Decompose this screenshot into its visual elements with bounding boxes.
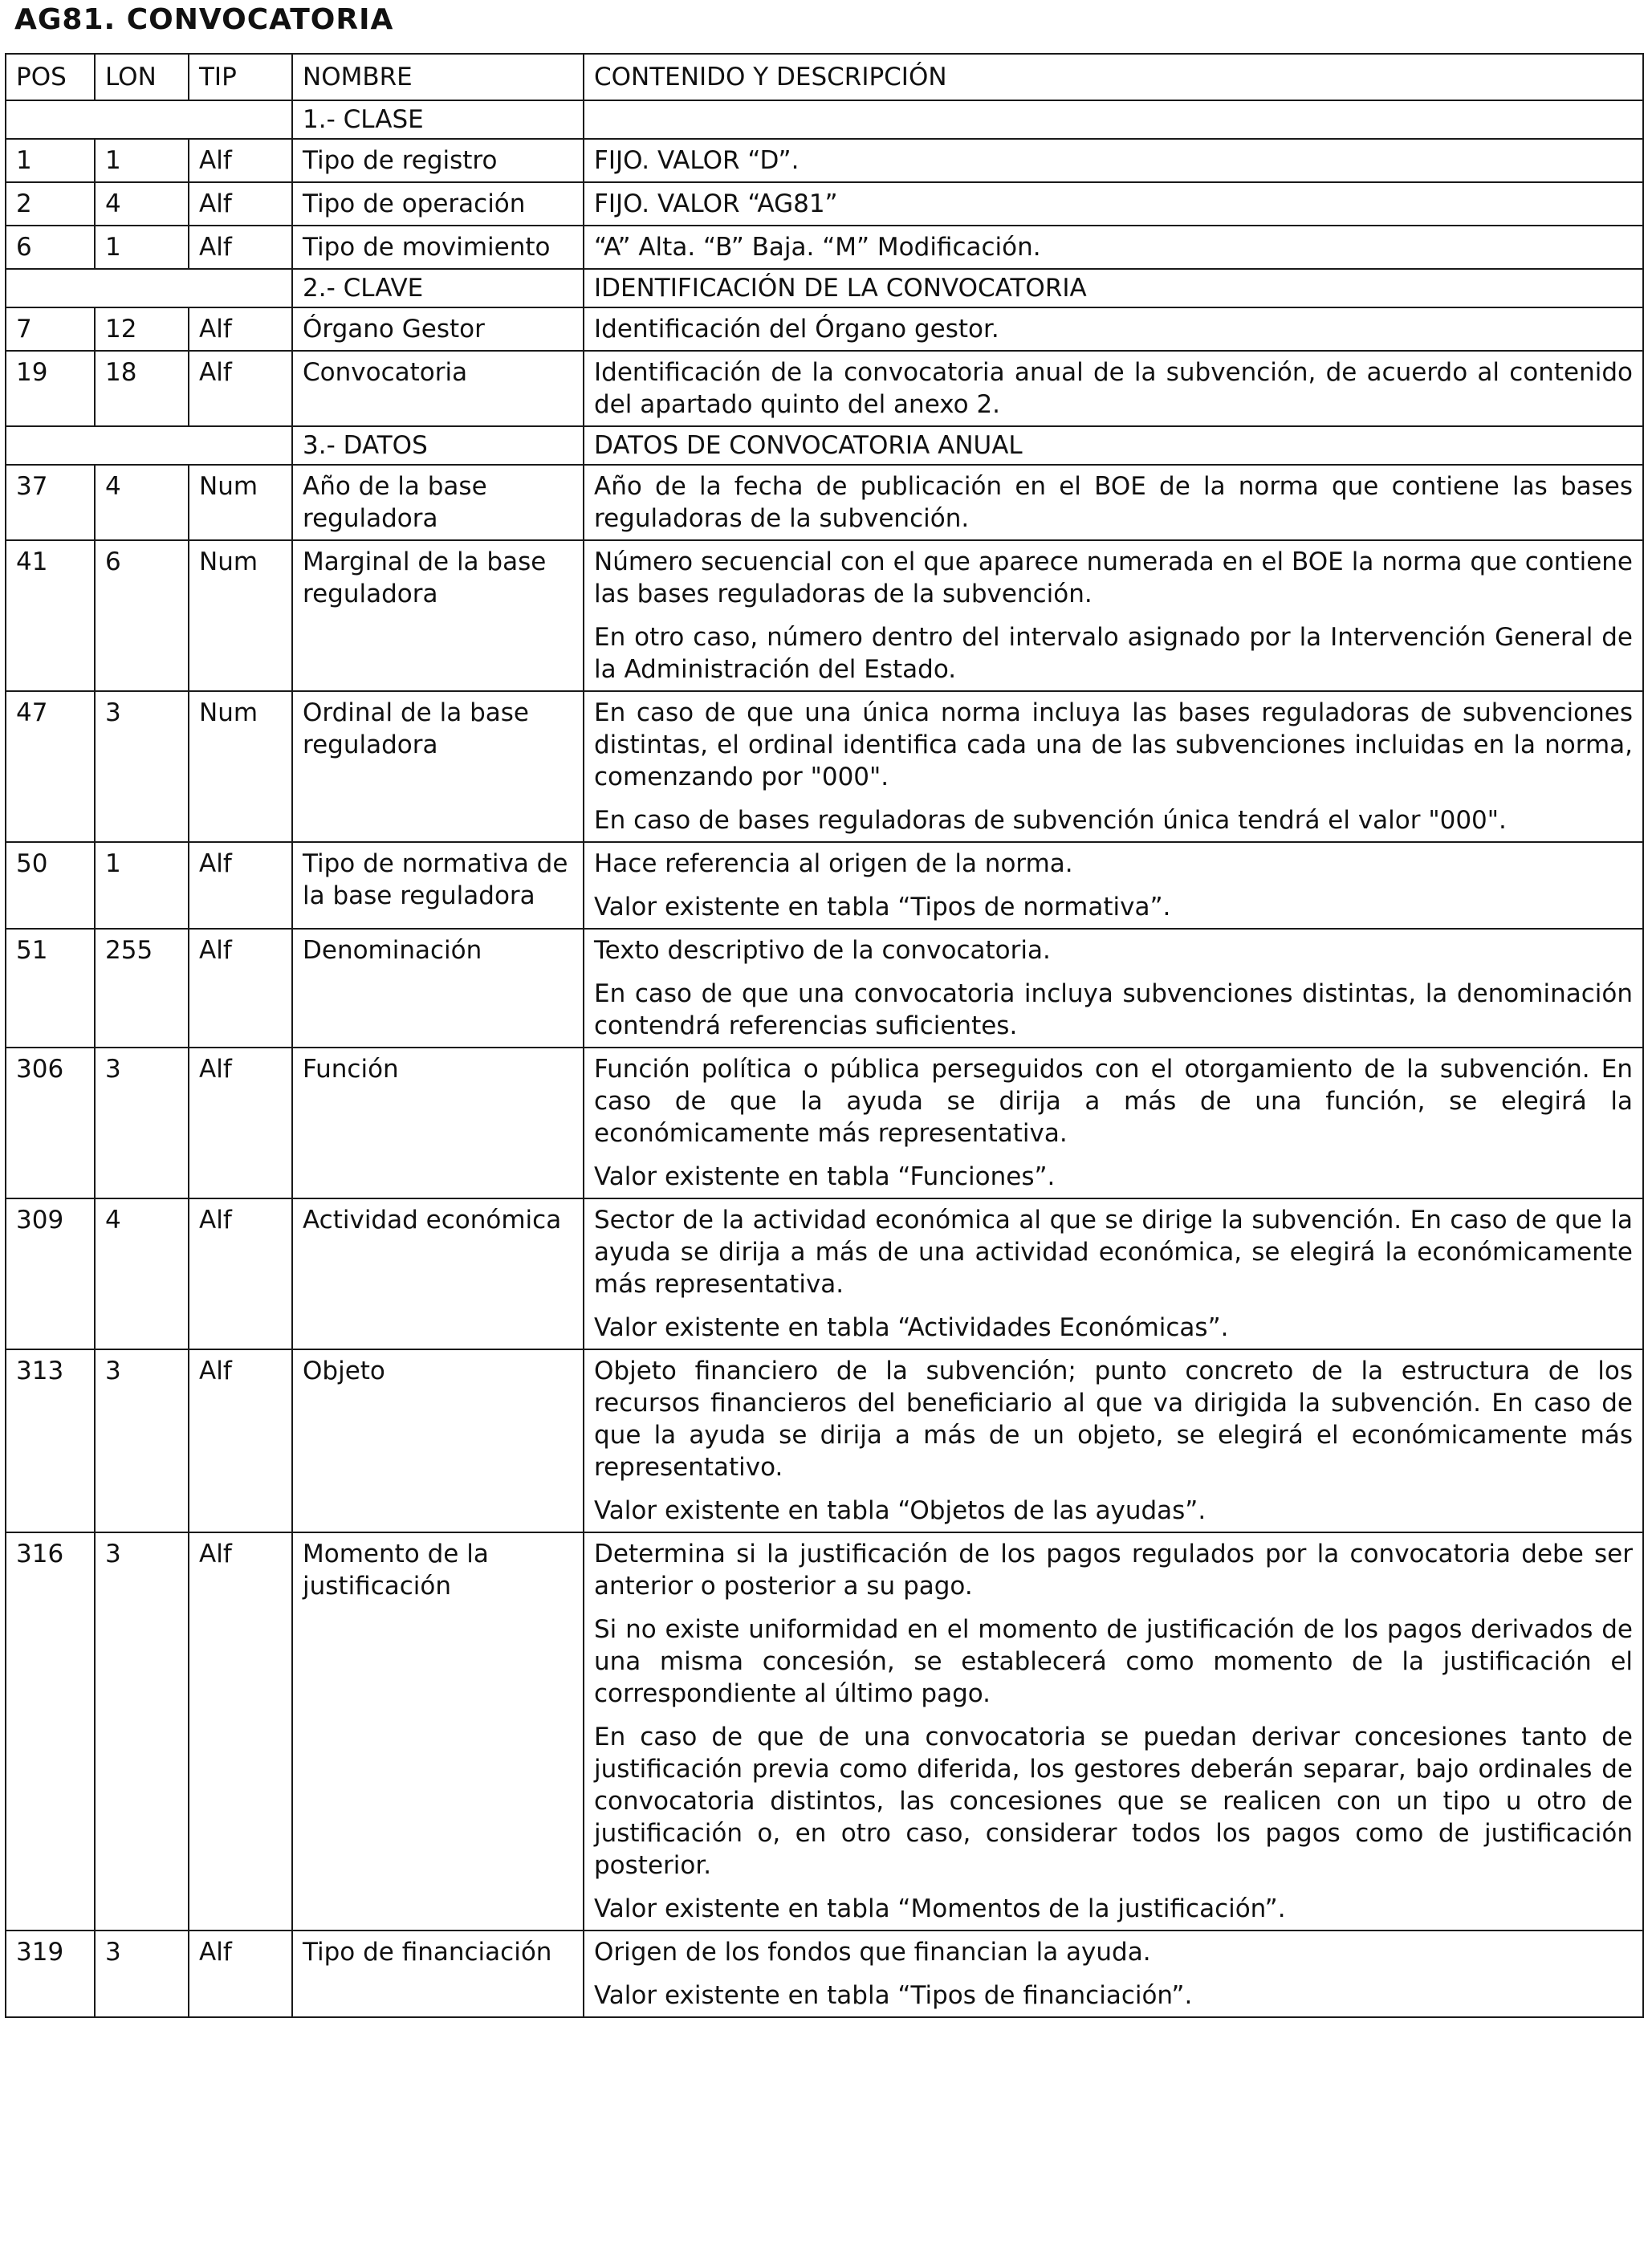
table-row <box>6 1931 1643 2017</box>
cell-name: Actividad económica <box>292 1198 584 1349</box>
description-paragraph: En caso de que de una convocatoria se puedan derivar concesiones tanto de justificación previa como diferida, los gestores deberán separar, bajo ordinales de convocatoria distintos, las concesiones que se realicen con un tipo u otro de justificación o, en otro caso, considerar todos los pagos como de justificación posterior. <box>594 1723 1633 1880</box>
cell-lon: 12 <box>95 307 189 351</box>
table-row <box>6 182 1643 226</box>
section-spacer-cell <box>6 426 292 465</box>
description-paragraph: En caso de bases reguladoras de subvención única tendrá el valor "000". <box>594 806 1507 835</box>
description-paragraph: Sector de la actividad económica al que se dirige la subvención. En caso de que la ayuda se dirija a más de una actividad económica, se elegirá la económicamente más representativa. <box>594 1206 1633 1299</box>
cell-description <box>584 139 1643 182</box>
section-row <box>6 269 1643 307</box>
table-row <box>6 226 1643 269</box>
table-row <box>6 929 1643 1048</box>
cell-pos: 19 <box>6 351 95 426</box>
cell-name: Ordinal de la base reguladora <box>292 691 584 842</box>
cell-name: Convocatoria <box>292 351 584 426</box>
cell-lon: 3 <box>95 1048 189 1198</box>
cell-tip: Alf <box>189 842 292 929</box>
section-name-cell: 3.- DATOS <box>292 426 584 465</box>
cell-lon: 4 <box>95 465 189 540</box>
cell-pos: 306 <box>6 1048 95 1198</box>
cell-tip: Num <box>189 465 292 540</box>
cell-name: Tipo de financiación <box>292 1931 584 2017</box>
cell-pos: 51 <box>6 929 95 1048</box>
cell-lon: 3 <box>95 1349 189 1532</box>
table-row <box>6 1532 1643 1931</box>
cell-lon: 3 <box>95 1931 189 2017</box>
description-paragraph: Valor existente en tabla “Tipos de normativa”. <box>594 893 1171 922</box>
cell-name: Tipo de registro <box>292 139 584 182</box>
table-row <box>6 691 1643 842</box>
section-name-cell: 1.- CLASE <box>292 100 584 139</box>
table-row <box>6 1349 1643 1532</box>
table-header-row <box>6 54 1643 100</box>
cell-name: Tipo de operación <box>292 182 584 226</box>
cell-pos: 7 <box>6 307 95 351</box>
cell-pos: 6 <box>6 226 95 269</box>
description-paragraph: Valor existente en tabla “Momentos de la justificación”. <box>594 1894 1286 1923</box>
header-nombre: NOMBRE <box>292 54 584 100</box>
description-paragraph: FIJO. VALOR “D”. <box>594 146 800 175</box>
description-paragraph: En otro caso, número dentro del intervalo asignado por la Intervención General de la Administración del Estado. <box>594 623 1633 684</box>
description-paragraph: En caso de que una única norma incluya las bases reguladoras de subvenciones distintas, el ordinal identifica cada una de las subvenciones incluidas en la norma, comenzando por "000". <box>594 698 1633 791</box>
table-row <box>6 540 1643 691</box>
cell-lon: 4 <box>95 182 189 226</box>
description-paragraph: Identificación del Órgano gestor. <box>594 315 999 344</box>
cell-tip: Num <box>189 691 292 842</box>
table-row <box>6 842 1643 929</box>
cell-name: Objeto <box>292 1349 584 1532</box>
cell-name: Marginal de la base reguladora <box>292 540 584 691</box>
cell-description <box>584 465 1643 540</box>
table-row <box>6 307 1643 351</box>
table-row <box>6 1198 1643 1349</box>
cell-lon: 1 <box>95 842 189 929</box>
description-paragraph: IDENTIFICACIÓN DE LA CONVOCATORIA <box>594 274 1087 303</box>
cell-name: Año de la base reguladora <box>292 465 584 540</box>
cell-description <box>584 1048 1643 1198</box>
cell-name: Tipo de normativa de la base reguladora <box>292 842 584 929</box>
cell-description <box>584 307 1643 351</box>
table-row <box>6 139 1643 182</box>
cell-description <box>584 540 1643 691</box>
cell-description <box>584 351 1643 426</box>
cell-tip: Alf <box>189 139 292 182</box>
cell-pos: 41 <box>6 540 95 691</box>
cell-lon: 3 <box>95 1532 189 1931</box>
cell-tip: Alf <box>189 1349 292 1532</box>
cell-pos: 47 <box>6 691 95 842</box>
description-paragraph: Número secuencial con el que aparece numerada en el BOE la norma que contiene las bases reguladoras de la subvención. <box>594 547 1633 608</box>
header-pos: POS <box>6 54 95 100</box>
section-name-cell: 2.- CLAVE <box>292 269 584 307</box>
description-paragraph: Valor existente en tabla “Funciones”. <box>594 1162 1056 1191</box>
description-paragraph: Identificación de la convocatoria anual de la subvención, de acuerdo al contenido del apartado quinto del anexo 2. <box>594 358 1633 419</box>
cell-pos: 1 <box>6 139 95 182</box>
document-title: AG81. CONVOCATORIA <box>14 3 394 36</box>
cell-description <box>584 182 1643 226</box>
cell-name: Función <box>292 1048 584 1198</box>
cell-lon: 1 <box>95 226 189 269</box>
cell-description <box>584 1532 1643 1931</box>
cell-lon: 4 <box>95 1198 189 1349</box>
section-spacer-cell <box>6 100 292 139</box>
cell-tip: Alf <box>189 929 292 1048</box>
cell-pos: 309 <box>6 1198 95 1349</box>
description-paragraph: FIJO. VALOR “AG81” <box>594 189 838 218</box>
description-paragraph: Objeto financiero de la subvención; punto concreto de la estructura de los recursos financieros del beneficiario al que va dirigida la subvención. En caso de que la ayuda se dirija a más de un objeto, se elegirá el económicamente más representativo. <box>594 1357 1633 1482</box>
table-row <box>6 351 1643 426</box>
cell-lon: 6 <box>95 540 189 691</box>
cell-tip: Alf <box>189 1931 292 2017</box>
cell-description <box>584 691 1643 842</box>
description-paragraph: Si no existe uniformidad en el momento de justificación de los pagos derivados de una misma concesión, se establecerá como momento de la justificación el correspondiente al último pago. <box>594 1615 1633 1708</box>
cell-pos: 2 <box>6 182 95 226</box>
cell-lon: 255 <box>95 929 189 1048</box>
cell-lon: 3 <box>95 691 189 842</box>
description-paragraph: Texto descriptivo de la convocatoria. <box>594 936 1051 965</box>
cell-tip: Num <box>189 540 292 691</box>
description-paragraph: Valor existente en tabla “Actividades Económicas”. <box>594 1313 1229 1342</box>
description-paragraph: Hace referencia al origen de la norma. <box>594 849 1073 878</box>
cell-pos: 313 <box>6 1349 95 1532</box>
header-tip: TIP <box>189 54 292 100</box>
cell-tip: Alf <box>189 1048 292 1198</box>
cell-description <box>584 269 1643 307</box>
cell-pos: 316 <box>6 1532 95 1931</box>
cell-description <box>584 929 1643 1048</box>
cell-tip: Alf <box>189 351 292 426</box>
description-paragraph: DATOS DE CONVOCATORIA ANUAL <box>594 431 1023 460</box>
description-paragraph: “A” Alta. “B” Baja. “M” Modificación. <box>594 233 1041 262</box>
description-paragraph: Valor existente en tabla “Objetos de las ayudas”. <box>594 1496 1206 1525</box>
cell-description <box>584 1198 1643 1349</box>
section-spacer-cell <box>6 269 292 307</box>
cell-description <box>584 1349 1643 1532</box>
cell-name: Denominación <box>292 929 584 1048</box>
cell-name: Órgano Gestor <box>292 307 584 351</box>
table-body <box>6 100 1643 2017</box>
cell-tip: Alf <box>189 1198 292 1349</box>
cell-pos: 50 <box>6 842 95 929</box>
field-specification-table <box>5 53 1644 2018</box>
cell-lon: 18 <box>95 351 189 426</box>
description-paragraph: Valor existente en tabla “Tipos de financiación”. <box>594 1981 1193 2010</box>
table-row <box>6 465 1643 540</box>
cell-tip: Alf <box>189 307 292 351</box>
cell-lon: 1 <box>95 139 189 182</box>
description-paragraph: Año de la fecha de publicación en el BOE de la norma que contiene las bases reguladoras de la subvención. <box>594 472 1633 533</box>
description-paragraph: Función política o pública perseguidos con el otorgamiento de la subvención. En caso de que la ayuda se dirija a más de una función, se elegirá la económicamente más representativa. <box>594 1055 1633 1148</box>
cell-description <box>584 1931 1643 2017</box>
description-paragraph: Determina si la justificación de los pagos regulados por la convocatoria debe ser anterior o posterior a su pago. <box>594 1540 1633 1601</box>
header-contenido: CONTENIDO Y DESCRIPCIÓN <box>584 54 1643 100</box>
cell-description <box>584 226 1643 269</box>
cell-name: Momento de la justificación <box>292 1532 584 1931</box>
cell-pos: 37 <box>6 465 95 540</box>
header-lon: LON <box>95 54 189 100</box>
table-row <box>6 1048 1643 1198</box>
section-row <box>6 100 1643 139</box>
cell-name: Tipo de movimiento <box>292 226 584 269</box>
cell-tip: Alf <box>189 182 292 226</box>
section-row <box>6 426 1643 465</box>
cell-description <box>584 100 1643 139</box>
cell-tip: Alf <box>189 1532 292 1931</box>
description-paragraph: Origen de los fondos que financian la ayuda. <box>594 1938 1151 1967</box>
cell-tip: Alf <box>189 226 292 269</box>
description-paragraph: En caso de que una convocatoria incluya subvenciones distintas, la denominación contendrá referencias suficientes. <box>594 979 1633 1040</box>
cell-description <box>584 842 1643 929</box>
cell-pos: 319 <box>6 1931 95 2017</box>
cell-description <box>584 426 1643 465</box>
